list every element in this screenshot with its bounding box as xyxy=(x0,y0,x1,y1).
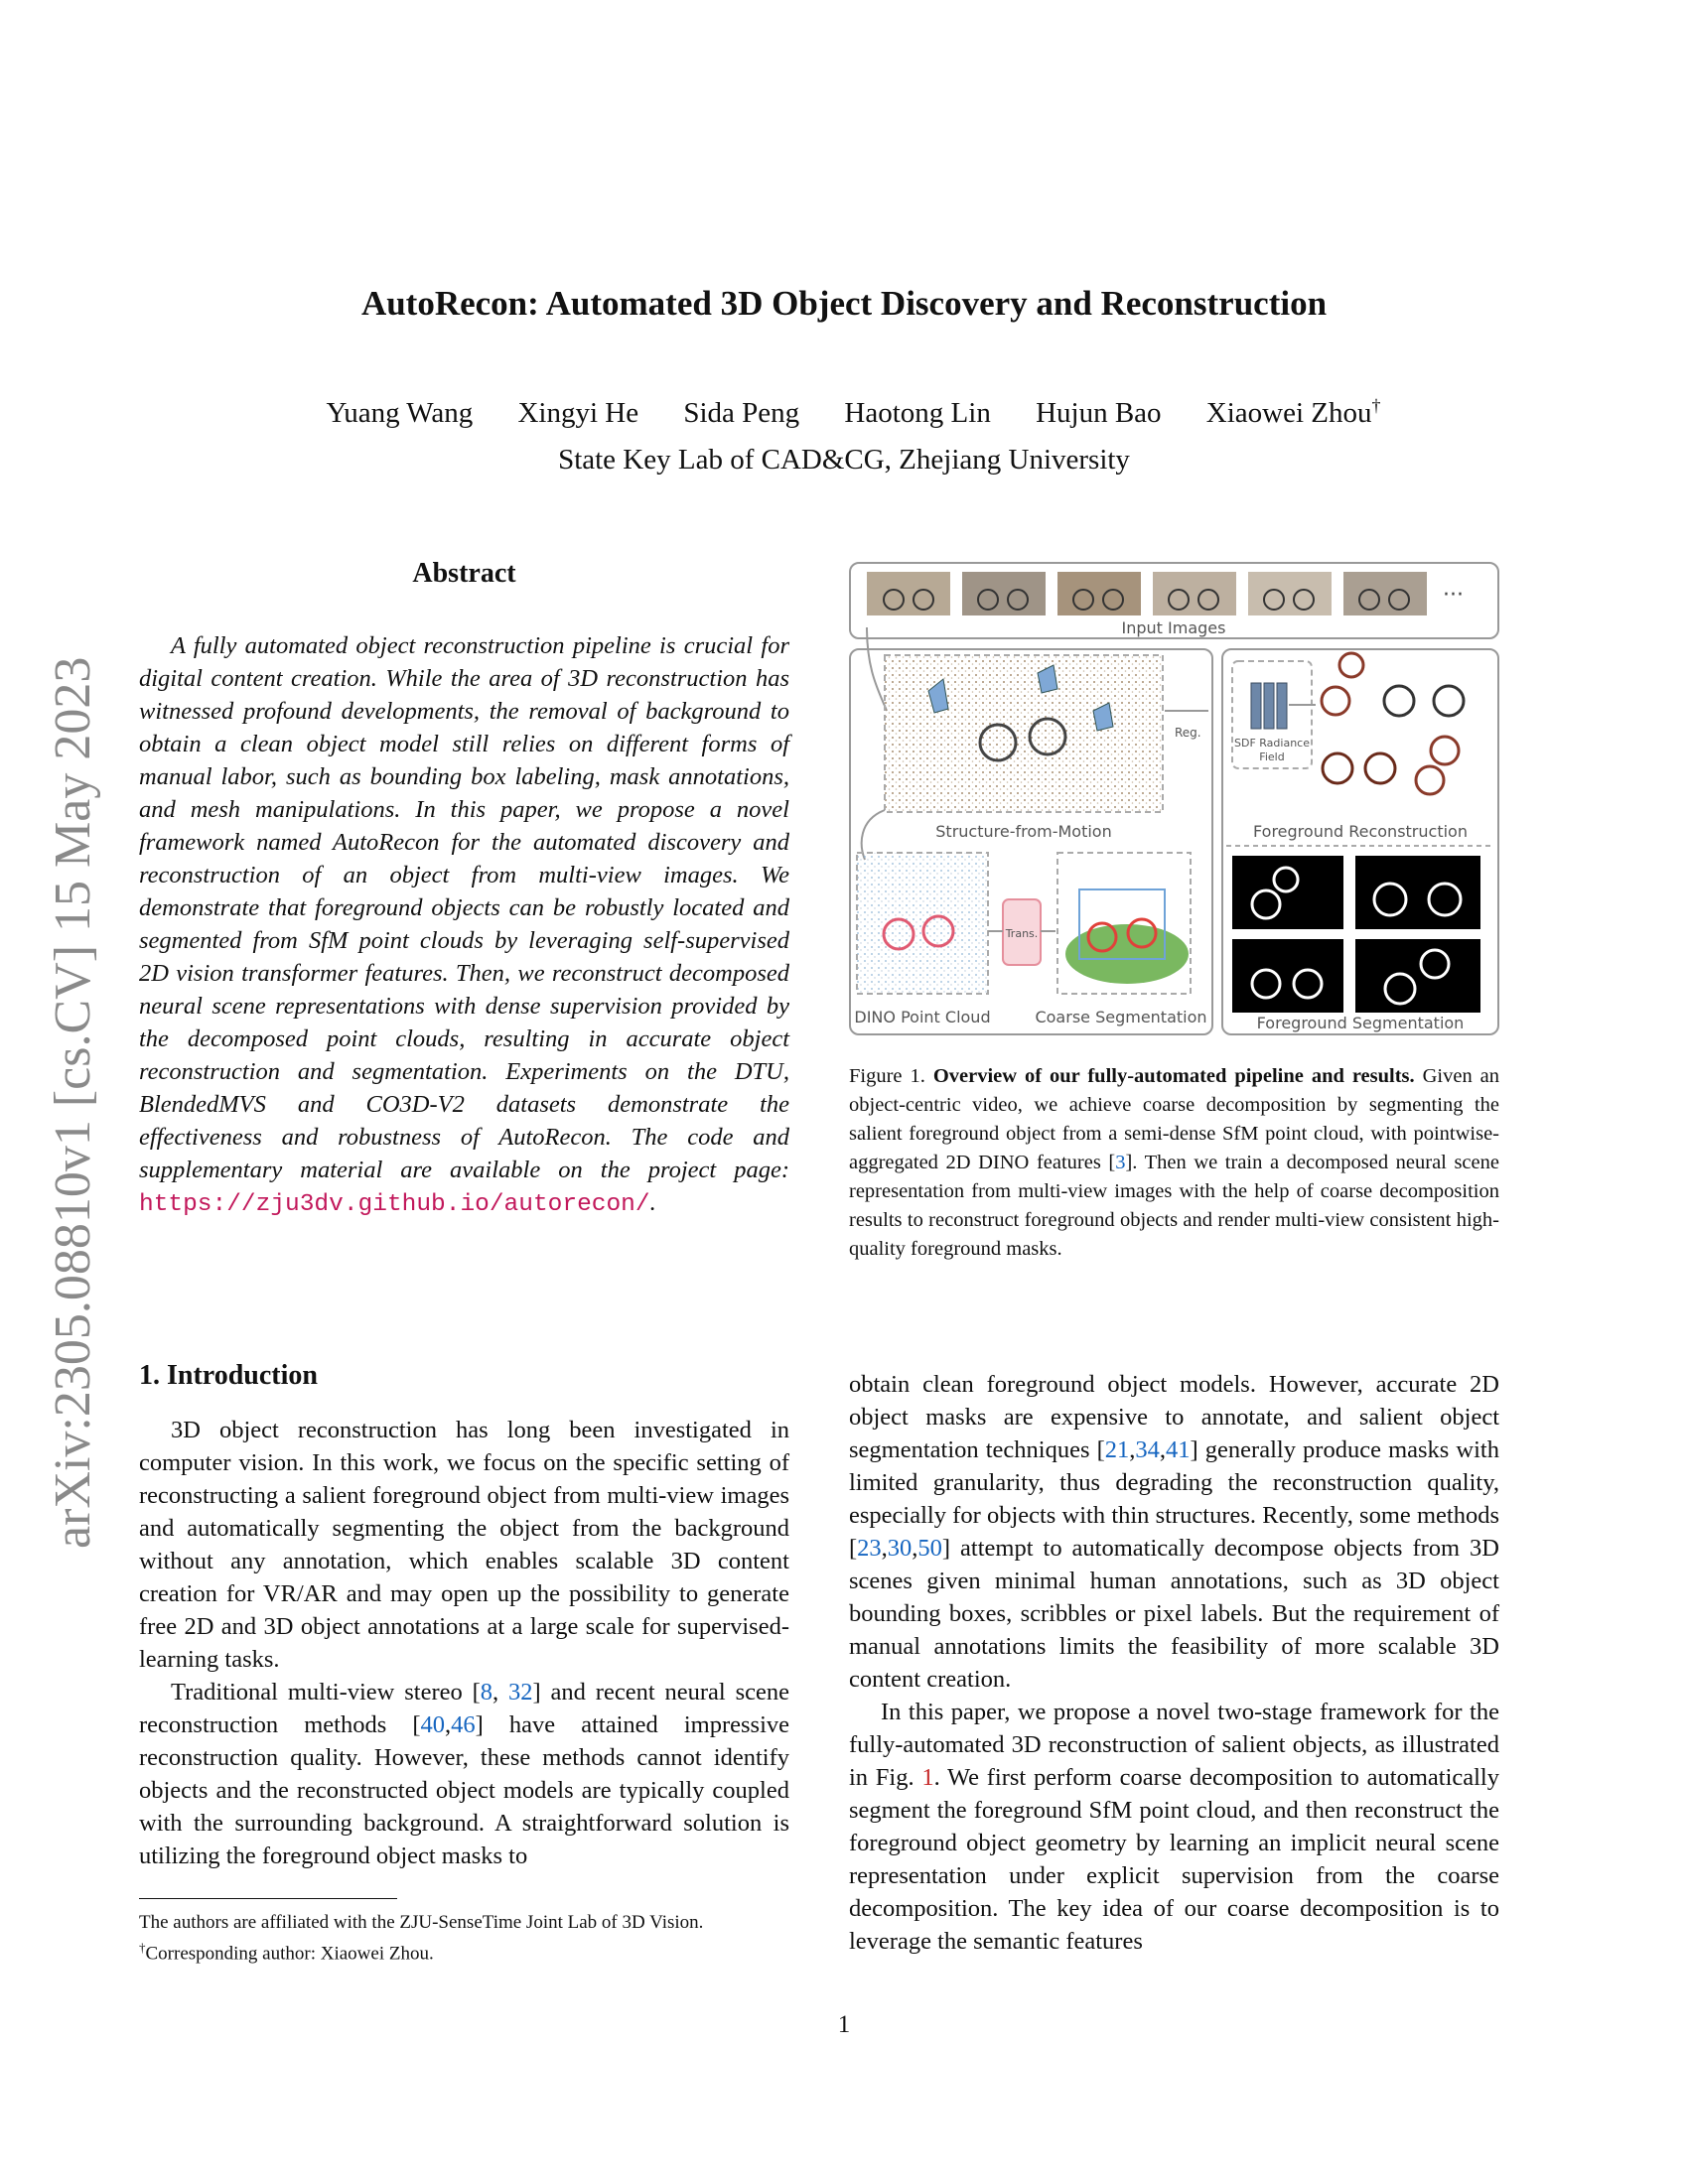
figure-1-caption: Figure 1. Overview of our fully-automated pipeline and results. Given an object-centric video, we achieve coarse decomposition by segmenting the salient foreground object from a semi-dense SfM point cloud, with pointwise-aggregated 2D DINO features [3]. Then we train a decomposed neural scene representation from multi-view images with the help of coarse decomposition results to reconstruct foreground objects and render multi-view consistent high-quality foreground masks. xyxy=(849,1065,1500,1260)
affiliation: State Key Lab of CAD&CG, Zhejiang University xyxy=(558,444,1130,476)
footnote xyxy=(139,1910,794,1966)
footnote-line-1: The authors are affiliated with the ZJU-SenseTime Joint Lab of 3D Vision. xyxy=(139,1912,704,1933)
abstract-text: A fully automated object reconstruction pipeline is crucial for digital content creation. While the area of 3D reconstruction has witnessed profound developments, the removal of background to obtain a clean object model still relies on different forms of manual labor, such as bounding box labeling, mask annotations, and mesh manipulations. In this paper, we propose a novel framework named AutoRecon for the automated discovery and reconstruction of an object from multi-view images. We demonstrate that foreground objects can be robustly located and segmented from SfM point clouds by leveraging self-supervised 2D vision transformer features. Then, we reconstruct decomposed neural scene representations with dense supervision provided by the decomposed point clouds, resulting in accurate object reconstruction and segmentation. Experiments on the DTU, BlendedMVS and CO3D-V2 datasets demonstrate the effectiveness and robustness of AutoRecon. The code and supplementary material are available on the project page: xyxy=(139,632,789,1183)
intro-paragraph-4: In this paper, we propose a novel two-stage framework for the fully-automated 3D reconstruction of salient objects, as illustrated in Fig. 1. We first perform coarse decomposition to automatically segment the foreground SfM point cloud, and then reconstruct the foreground object geometry by learning an implicit neural scene representation under explicit supervision from the coarse decomposition. The key idea of our coarse decomposition is to leverage the semantic features xyxy=(849,1699,1499,1955)
label-coarse-seg: Coarse Segmentation xyxy=(1035,1008,1207,1026)
label-fg-recon: Foreground Reconstruction xyxy=(1253,822,1468,841)
label-sdf: SDF Radiance xyxy=(1234,737,1310,750)
citation-link[interactable]: 46 xyxy=(451,1711,476,1738)
citation-link[interactable]: 8 xyxy=(480,1679,493,1706)
citation-link[interactable]: 34 xyxy=(1135,1436,1160,1463)
footnote-rule xyxy=(139,1898,397,1899)
author-list xyxy=(0,395,1688,430)
citation-link[interactable]: 30 xyxy=(887,1535,913,1562)
author-name-corresponding: Xiaowei Zhou† xyxy=(1205,395,1381,429)
intro-paragraph-1: 3D object reconstruction has long been investigated in computer vision. In this work, we focus on the specific setting of reconstructing a salient foreground object from multi-view images and automatically segmenting the object from the background without any annotation, which enables scalable 3D content creation for VR/AR and may open up the possibility to generate free 2D and 3D object annotations at a large scale for supervised-learning tasks. xyxy=(139,1417,789,1673)
citation-link[interactable]: 3 xyxy=(1115,1152,1126,1173)
abstract-heading: Abstract xyxy=(412,558,516,589)
arxiv-id: arXiv:2305.08810v1 [cs.CV] 15 May 2023 xyxy=(45,656,101,1549)
more-images-dots: ··· xyxy=(1443,583,1464,608)
footnote-line-2: †Corresponding author: Xiaowei Zhou. xyxy=(139,1940,434,1965)
intro-right-column xyxy=(849,1368,1499,1958)
paper-title: AutoRecon: Automated 3D Object Discovery and Reconstruction xyxy=(360,284,1328,323)
figure-1 xyxy=(849,562,1499,1036)
author-name: Hujun Bao xyxy=(1036,396,1162,429)
label-field: Field xyxy=(1259,751,1285,763)
label-trans: Trans. xyxy=(1005,927,1039,940)
dagger-mark: † xyxy=(1371,395,1381,415)
abstract-body: A fully automated object reconstruction pipeline is crucial for digital content creation. While the area of 3D reconstruction has witnessed profound developments, the removal of background to obtain a clean object model still relies on different forms of manual labor, such as bounding box labeling, mask annotations, and mesh manipulations. In this paper, we propose a novel framework named AutoRecon for the automated discovery and reconstruction of an object from multi-view images. We demonstrate that foreground objects can be robustly located and segmented from SfM point clouds by leveraging self-supervised 2D vision transformer features. Then, we reconstruct decomposed neural scene representations with dense supervision provided by the decomposed point clouds, resulting in accurate object reconstruction and segmentation. Experiments on the DTU, BlendedMVS and CO3D-V2 datasets demonstrate the effectiveness and robustness of AutoRecon. The code and supplementary material are available on the project page: https://zju3dv.github.io/autorecon/. xyxy=(139,632,789,1218)
citation-link[interactable]: 40 xyxy=(420,1711,446,1738)
label-reg: Reg. xyxy=(1175,726,1201,740)
author-name: Xingyi He xyxy=(517,396,639,429)
project-page-link[interactable]: https://zju3dv.github.io/autorecon/ xyxy=(139,1191,650,1218)
author-name: Yuang Wang xyxy=(326,396,474,429)
intro-paragraph-3: obtain clean foreground object models. However, accurate 2D object masks are expensive to annotate, and salient object segmentation techniques [21,34,41] generally produce masks with limited granularity, thus degrading the reconstruction quality, especially for objects with thin structures. Recently, some methods [23,30,50] attempt to automatically decompose objects from 3D scenes given minimal human annotations, such as 3D object bounding boxes, scribbles or pixel labels. But the requirement of manual annotations limits the feasibility of more scalable 3D content creation. xyxy=(849,1371,1499,1693)
citation-link[interactable]: 41 xyxy=(1166,1436,1191,1463)
arxiv-stamp xyxy=(28,556,107,1549)
intro-heading: 1. Introduction xyxy=(139,1360,318,1391)
caption-bold: Overview of our fully-automated pipeline and results. xyxy=(932,1065,1415,1087)
page-number: 1 xyxy=(837,2011,851,2038)
citation-link[interactable]: 50 xyxy=(917,1535,942,1562)
figure-ref-link[interactable]: 1 xyxy=(921,1764,934,1791)
author-name: Sida Peng xyxy=(683,396,800,429)
label-dino: DINO Point Cloud xyxy=(854,1008,991,1026)
citation-link[interactable]: 32 xyxy=(508,1679,533,1706)
label-sfm: Structure-from-Motion xyxy=(935,822,1112,841)
author-name: Haotong Lin xyxy=(844,396,991,429)
citation-link[interactable]: 23 xyxy=(857,1535,882,1562)
label-input-images: Input Images xyxy=(1121,618,1226,637)
intro-left-column xyxy=(139,1414,789,1872)
citation-link[interactable]: 21 xyxy=(1104,1436,1130,1463)
intro-paragraph-2: Traditional multi-view stereo [8, 32] and recent neural scene reconstruction methods [40,46] have attained impressive reconstruction quality. However, these methods cannot identify objects and the reconstructed object models are typically coupled with the surrounding background. A straightforward solution is utilizing the foreground object masks to xyxy=(139,1679,790,1869)
label-fg-seg: Foreground Segmentation xyxy=(1256,1014,1465,1032)
